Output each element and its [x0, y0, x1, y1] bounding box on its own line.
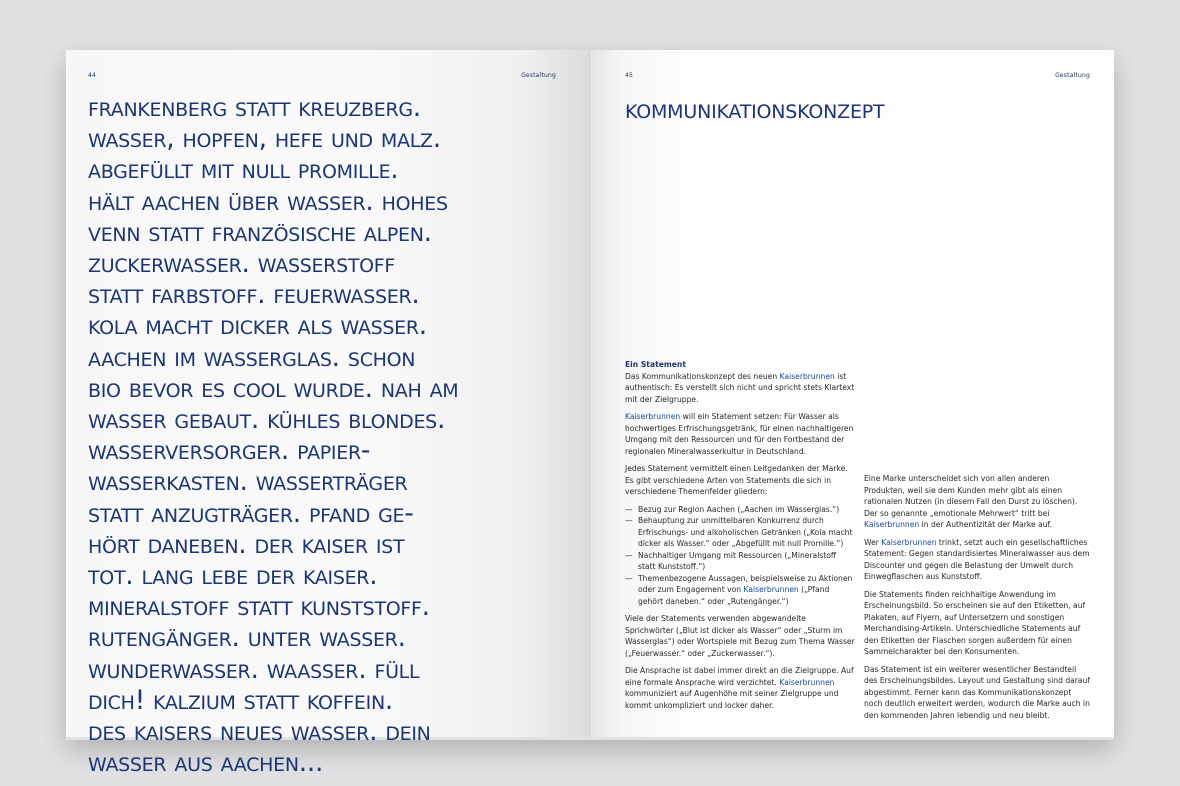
running-head: Gestaltung: [521, 72, 556, 79]
text-run: Die Ansprache ist dabei immer direkt an die Zielgruppe. Auf eine formale Ansprache wird verzichtet.: [625, 666, 854, 687]
text-column-right: [864, 473, 1092, 727]
manifesto-line: bio bevor es cool wurde. nah am: [88, 372, 459, 404]
brand-name: Kaiserbrunnen: [625, 412, 681, 421]
text-run: ist authentisch: Es verstellt sich nicht und spricht stets Klartext mit der Zielgruppe.: [625, 371, 855, 404]
text-run: Wer: [864, 537, 882, 547]
paragraph: Jedes Statement vermittelt einen Leitgedanken der Marke. Es gibt verschiedene Arten von Statements die sich in verschiedene Themenfelder gliedern:: [625, 464, 848, 496]
brand-name: Kaiserbrunnen: [779, 677, 835, 687]
text-run: in der Authentizität der Marke auf.: [919, 520, 1053, 529]
manifesto-line: wasser, hopfen, hefe und malz.: [88, 123, 441, 155]
manifesto-line: wasser gebaut. kühles blondes.: [88, 404, 446, 436]
page-number: 45: [625, 72, 634, 79]
paragraph: [625, 411, 855, 457]
brand-name: Kaiserbrunnen: [881, 537, 937, 547]
manifesto-line: zuckerwasser. wasserstoff: [88, 248, 396, 280]
statement-list: [625, 504, 855, 608]
text-run: Themenbezogene Aussagen, beispielsweise zu Aktionen oder zum Engagement von: [638, 573, 853, 594]
manifesto-line: frankenberg statt kreuzberg.: [88, 92, 421, 123]
text-run: Bezug zur Region Aachen („Aachen im Wasserglas.“): [638, 504, 840, 514]
text-run: Behauptung zur unmittelbaren Konkurrenz durch Erfrischungs- und alkoholischen Getränken („Kola macht dicker als Wasser.“ oder „Abgefüllt mit null Promille.“): [638, 516, 853, 548]
manifesto-line: abgefüllt mit null promille.: [88, 154, 399, 186]
manifesto-line: des kaisers neues wasser. dein: [88, 716, 431, 748]
manifesto-line: wasserkasten. wasserträger: [88, 466, 408, 498]
manifesto-line: hält aachen über wasser. hohes: [88, 185, 448, 217]
bullet-dash: —: [625, 573, 633, 583]
text-run: trinkt, setzt auch ein gesellschaftliches Statement: Gegen standardisiertes Mineralwasser aus dem Discounter und gegen die Belastung der Umwelt durch Einwegflaschen aus Kunststoff.: [864, 537, 1090, 581]
paragraph: [864, 473, 1092, 531]
running-head: Gestaltung: [1055, 72, 1090, 79]
paragraph: [625, 665, 855, 711]
text-run: Eine Marke unterscheidet sich von allen anderen Produkten, weil sie dem Kunden mehr gibt als einen rationalen Nutzen (in diesem Fall den Durst zu löschen). Der so genannte „emotionale Mehrwert“ tritt bei: [864, 474, 1078, 518]
text-run: will ein Statement setzen: Für Wasser als hochwertiges Erfrischungsgetränk, für einen nachhaltigeren Umgang mit den Ressourcen und für den Fortbestand der regionalen Mineralwasserkultur in Deutschland.: [625, 412, 854, 456]
manifesto-line: tot. lang lebe der kaiser.: [88, 560, 378, 592]
manifesto-line: rutengänger. unter wasser.: [88, 622, 406, 654]
bullet-dash: —: [625, 516, 633, 525]
manifesto-line: dich! kalzium statt koffein.: [88, 684, 393, 716]
manifesto-line: wasser aus aachen...: [88, 747, 324, 779]
text-column-left: [625, 359, 855, 717]
brand-name: Kaiserbrunnen: [864, 520, 920, 529]
text-run: Nachhaltiger Umgang mit Ressourcen („Mineralstoff statt Kunststoff.“): [638, 550, 837, 571]
bullet-dash: —: [625, 504, 633, 514]
paragraph: [864, 537, 1092, 583]
section-subhead: Ein Statement: [625, 360, 686, 369]
text-run: („Pfand gehört daneben.“ oder „Rutengänger.“): [638, 585, 830, 606]
paragraph: [625, 371, 855, 406]
manifesto-line: aachen im wasserglas. schon: [88, 341, 416, 373]
paragraph: Das Statement ist ein weiterer wesentlicher Bestandteil des Erscheinungsbildes. Layout und Gestaltung sind darauf abgestimmt. Ferner kann das Kommunikationskonzept noch deutlich erweitert werden, wodurch die Marke auch in den kommenden Jahren lebendig und neu bleibt.: [864, 664, 1091, 720]
text-run: kommuniziert auf Augenhöhe mit seiner Zielgruppe und kommt unkompliziert und locker daher.: [625, 689, 839, 710]
left-page: [66, 50, 589, 779]
list-item: [625, 504, 855, 516]
list-item: [625, 573, 855, 608]
brand-name: Kaiserbrunnen: [779, 371, 835, 381]
paragraph: Viele der Statements verwenden abgewandelte Sprichwörter („Blut ist dicker als Wasser“ oder „Sturm im Wasserglas“) oder Wortspiele mit Bezug zum Thema Wasser („Feuerwasser.“ oder „Zuckerwasser.“).: [625, 614, 855, 658]
right-page: [590, 50, 1114, 737]
manifesto-line: mineralstoff statt kunststoff.: [88, 591, 430, 623]
manifesto-line: wunderwasser. waasser. füll: [88, 653, 420, 685]
brand-name: Kaiserbrunnen: [743, 585, 799, 594]
manifesto-line: venn statt französische alpen.: [88, 216, 432, 248]
manifesto-text: [88, 92, 558, 778]
list-item: [625, 515, 855, 550]
manifesto-line: statt anzugträger. pfand ge-: [88, 497, 414, 529]
manifesto-line: statt farbstoff. feuerwasser.: [88, 279, 420, 311]
bullet-dash: —: [625, 550, 633, 560]
paragraph: Die Statements finden reichhaltige Anwendung im Erscheinungsbild. So erscheinen sie auf den Etiketten, auf Plakaten, auf Flyern, auf Untersetzern und sonstigen Merchandising-Artikeln. Unterschiedliche Statements auf den Etiketten der Flaschen sorgen außerdem für einen Sammelcharakter bei den Konsumenten.: [864, 589, 1086, 656]
text-run: Das Kommunikationskonzept des neuen: [625, 371, 780, 381]
manifesto-line: wasserversorger. papier-: [88, 435, 371, 467]
page-title: kommunikationskonzept: [625, 94, 885, 125]
manifesto-line: hört daneben. der kaiser ist: [88, 528, 405, 560]
page-number: 44: [88, 72, 97, 79]
manifesto-line: kola macht dicker als wasser.: [88, 310, 427, 342]
list-item: [625, 550, 855, 573]
